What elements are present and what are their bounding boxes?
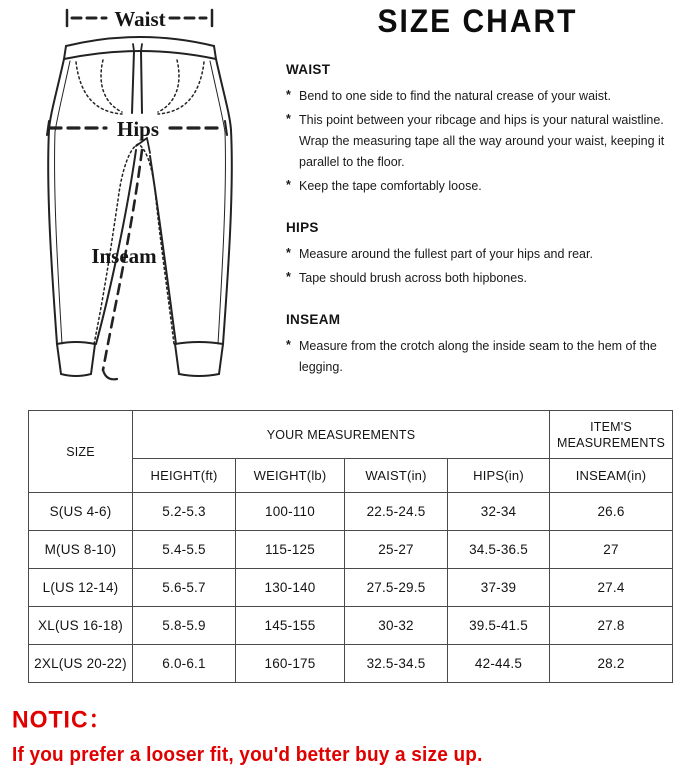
bullet-marker: *: [286, 178, 291, 192]
col-header-inseam: INSEAM(in): [550, 459, 673, 493]
waistband-bottom: [64, 51, 216, 59]
cell-weight: 160-175: [236, 645, 345, 683]
bullet-marker: *: [286, 246, 291, 260]
bullet-text: Keep the tape comfortably loose.: [299, 179, 482, 193]
list-item: [286, 110, 669, 173]
bullet-marker: *: [286, 112, 291, 126]
cell-size: 2XL(US 20-22): [29, 645, 133, 683]
list-item: [286, 244, 669, 265]
cell-size: XL(US 16-18): [29, 607, 133, 645]
instructions-panel: [282, 0, 679, 402]
cell-weight: 100-110: [236, 493, 345, 531]
outer-seam-left-inner-line: [55, 61, 70, 344]
drawstring-knot: [133, 44, 142, 51]
section-hips: [286, 220, 669, 289]
cell-inseam: 28.2: [550, 645, 673, 683]
cuff-left: [57, 342, 95, 376]
cell-waist: 25-27: [345, 531, 448, 569]
waist-bullet-list: [286, 86, 669, 197]
hips-bullet-list: [286, 244, 669, 289]
section-inseam-heading: INSEAM: [286, 312, 341, 327]
cell-waist: 22.5-24.5: [345, 493, 448, 531]
size-chart-table: [28, 410, 673, 683]
cell-inseam: 26.6: [550, 493, 673, 531]
cell-weight: 130-140: [236, 569, 345, 607]
cell-weight: 145-155: [236, 607, 345, 645]
cell-size: L(US 12-14): [29, 569, 133, 607]
hips-label: Hips: [116, 117, 160, 141]
col-group-items-measurements: ITEM'S MEASUREMENTS: [550, 411, 673, 459]
inseam-label: Inseam: [91, 244, 157, 268]
pocket-left-opening: [101, 60, 122, 112]
notice-section: [0, 683, 679, 766]
cell-inseam: 27.4: [550, 569, 673, 607]
cell-hips: 37-39: [448, 569, 550, 607]
section-waist-heading: WAIST: [286, 62, 331, 77]
table-row: [29, 493, 673, 531]
bullet-text: Tape should brush across both hipbones.: [299, 271, 527, 285]
waist-label: Waist: [114, 7, 166, 31]
list-item: [286, 176, 669, 197]
table-row: [29, 607, 673, 645]
notice-text: If you prefer a looser fit, you'd better buy a size up.: [12, 744, 483, 767]
cell-size: M(US 8-10): [29, 531, 133, 569]
cuff-right: [175, 342, 223, 376]
col-header-height: HEIGHT(ft): [133, 459, 236, 493]
cell-size: S(US 4-6): [29, 493, 133, 531]
cell-height: 5.8-5.9: [133, 607, 236, 645]
cell-hips: 39.5-41.5: [448, 607, 550, 645]
list-item: [286, 336, 669, 378]
cell-weight: 115-125: [236, 531, 345, 569]
cell-waist: 27.5-29.5: [345, 569, 448, 607]
bullet-text: Measure from the crotch along the inside seam to the hem of the legging.: [299, 339, 657, 374]
col-header-hips: HIPS(in): [448, 459, 550, 493]
outer-seam-right: [216, 59, 232, 344]
waistband-ends: [64, 46, 216, 59]
cell-hips: 32-34: [448, 493, 550, 531]
bullet-marker: *: [286, 270, 291, 284]
pocket-left-bag: [76, 62, 122, 114]
section-inseam: [286, 312, 669, 378]
bullet-text: This point between your ribcage and hips is your natural waistline. Wrap the measuring tape all the way around your waist, keeping it parallel to the floor.: [299, 113, 665, 169]
cell-height: 5.2-5.3: [133, 493, 236, 531]
cell-height: 5.6-5.7: [133, 569, 236, 607]
bullet-text: Bend to one side to find the natural crease of your waist.: [299, 89, 611, 103]
col-header-weight: WEIGHT(lb): [236, 459, 345, 493]
outer-seam-left: [48, 59, 64, 344]
page-title: SIZE CHART: [377, 4, 578, 40]
table-row: [29, 645, 673, 683]
bullet-marker: *: [286, 338, 291, 352]
pocket-right-opening: [158, 60, 179, 112]
size-table-section: [28, 410, 679, 683]
pants-figure-panel: [0, 0, 282, 402]
cell-inseam: 27.8: [550, 607, 673, 645]
cell-waist: 30-32: [345, 607, 448, 645]
waistband-top: [66, 37, 214, 46]
bullet-text: Measure around the fullest part of your hips and rear.: [299, 247, 593, 261]
section-hips-heading: HIPS: [286, 220, 319, 235]
inseam-bullet-list: [286, 336, 669, 378]
pants-diagram: [0, 0, 282, 400]
outer-seam-right-inner-line: [210, 61, 225, 344]
list-item: [286, 268, 669, 289]
col-header-waist: WAIST(in): [345, 459, 448, 493]
cell-height: 6.0-6.1: [133, 645, 236, 683]
cell-height: 5.4-5.5: [133, 531, 236, 569]
col-header-size: SIZE: [29, 411, 133, 493]
table-row: [29, 569, 673, 607]
col-group-your-measurements: YOUR MEASUREMENTS: [133, 411, 550, 459]
cell-waist: 32.5-34.5: [345, 645, 448, 683]
bullet-marker: *: [286, 88, 291, 102]
cell-hips: 34.5-36.5: [448, 531, 550, 569]
pocket-right-bag: [158, 62, 204, 114]
table-row: [29, 531, 673, 569]
cell-inseam: 27: [550, 531, 673, 569]
table-header-row-groups: [29, 411, 673, 459]
list-item: [286, 86, 669, 107]
inseam-dash-hook: [103, 370, 117, 379]
drawstring-icon: [132, 51, 142, 113]
section-waist: [286, 62, 669, 197]
notice-heading: NOTIC：: [12, 705, 113, 733]
cell-hips: 42-44.5: [448, 645, 550, 683]
